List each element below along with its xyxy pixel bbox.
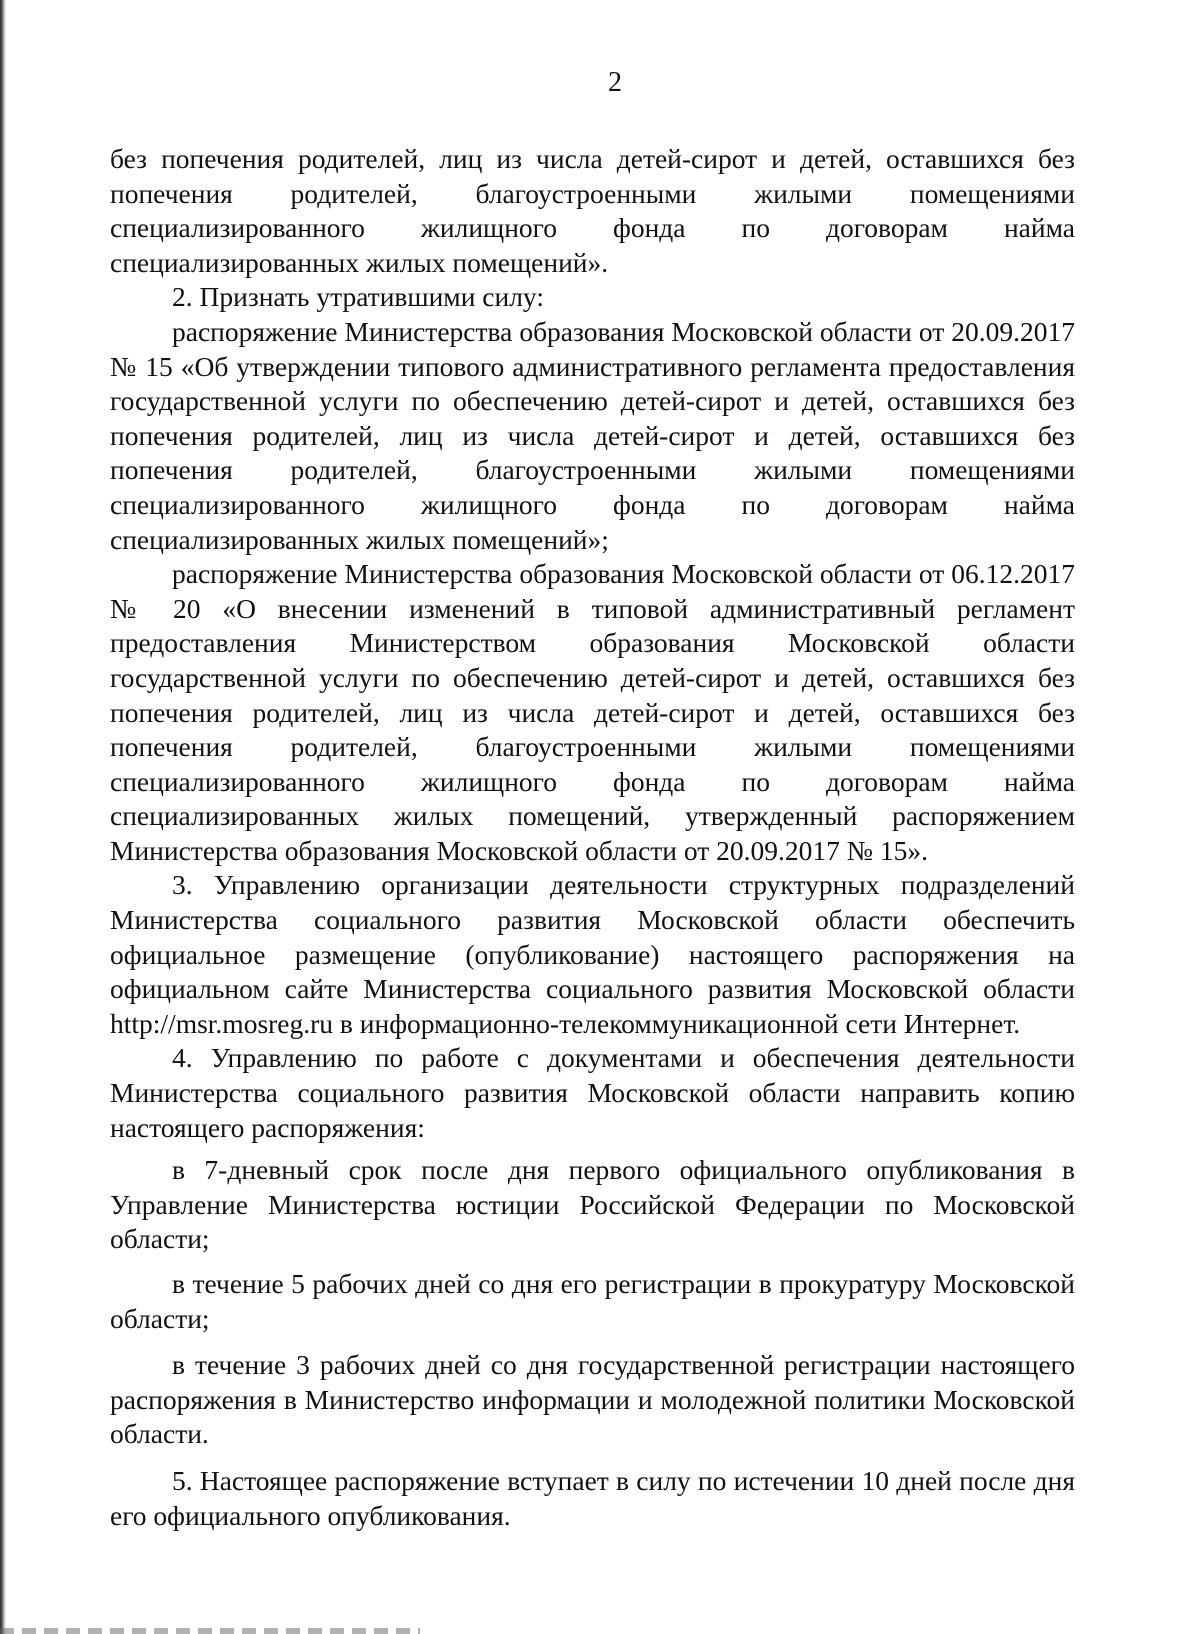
paragraph-item-4-prosecutor: в течение 5 рабочих дней со дня его регистрации в прокуратуру Московской области;	[110, 1268, 1075, 1334]
paragraph-repealed-order-15: распоряжение Министерства образования Московской области от 20.09.2017 № 15 «Об утверждении типового административного регламента предоставления государственной услуги по обеспечению детей-сирот и детей, оставшихся без попечения родителей, лиц из числа детей-сирот и детей, оставшихся без попечения родителей, благоустроенными жилыми помещениями специализированного жилищного фонда по договорам найма специализированных жилых помещений»;	[110, 315, 1075, 555]
scan-bottom-artifact	[0, 1628, 420, 1634]
paragraph-item-4-ministry-justice: в 7-дневный срок после дня первого официального опубликования в Управление Министерства юстиции Российской Федерации по Московской области;	[110, 1154, 1075, 1255]
page-number: 2	[608, 67, 622, 98]
paragraph-repealed-order-20: распоряжение Министерства образования Московской области от 06.12.2017 № 20 «О внесении изменений в типовой административный регламент предоставления Министерством образования Московской области государственной услуги по обеспечению детей-сирот и детей, оставшихся без попечения родителей, лиц из числа детей-сирот и детей, оставшихся без попечения родителей, благоустроенными жилыми помещениями специализированного жилищного фонда по договорам найма специализированных жилых помещений, утвержденный распоряжением Министерства образования Московской области от 20.09.2017 № 15».	[110, 558, 1075, 866]
paragraph-item-5: 5. Настоящее распоряжение вступает в силу по истечении 10 дней после дня его официального опубликования.	[110, 1464, 1075, 1531]
paragraph-continuation: без попечения родителей, лиц из числа детей-сирот и детей, оставшихся без попечения родителей, благоустроенными жилыми помещениями специализированного жилищного фонда по договорам найма специализированных жилых помещений».	[110, 143, 1075, 278]
paragraph-item-4-ministry-information: в течение 3 рабочих дней со дня государственной регистрации настоящего распоряжения в Министерство информации и молодежной политики Московской области.	[110, 1349, 1075, 1450]
paragraph-item-3: 3. Управлению организации деятельности структурных подразделений Министерства социального развития Московской области обеспечить официальное размещение (опубликование) настоящего распоряжения на официальном сайте Министерства социального развития Московской области http://msr.mosreg.ru в информационно-телекоммуникационной сети Интернет.	[110, 869, 1075, 1039]
scan-left-edge	[0, 0, 6, 1634]
paragraph-item-2: 2. Признать утратившими силу:	[172, 281, 544, 313]
paragraph-item-4: 4. Управлению по работе с документами и обеспечения деятельности Министерства социального развития Московской области направить копию настоящего распоряжения:	[110, 1042, 1075, 1143]
document-body	[110, 142, 1075, 1533]
